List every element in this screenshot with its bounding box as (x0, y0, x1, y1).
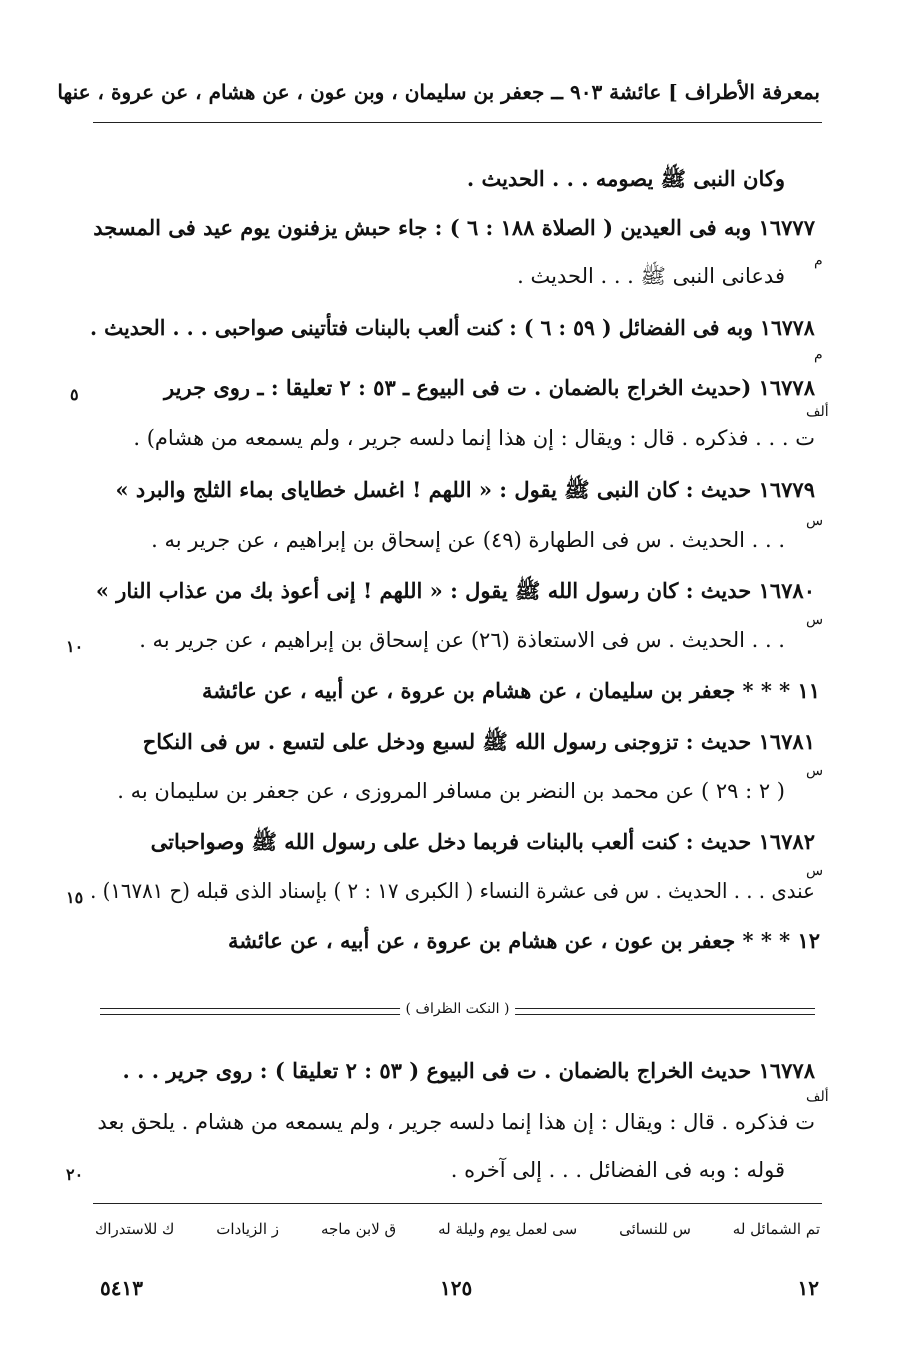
text-line-9: ١٦٧٨٠ حديث : كان رسول الله ﷺ يقول : « اللهم ! إنى أعوذ بك من عذاب النار » (95, 578, 815, 603)
margin-siglum: س (806, 612, 824, 628)
sigla-key (95, 1222, 820, 1237)
page-number-left: ٥٤١٣ (100, 1276, 143, 1300)
margin-siglum: س (806, 863, 824, 879)
notes-separator (100, 1001, 815, 1019)
sigla-key-item: س للنسائى (619, 1220, 691, 1238)
page-number-center: ١٢٥ (440, 1276, 473, 1300)
separator-label: ( النكت الظراف ) (400, 1001, 516, 1017)
text-line-1: وكان النبى ﷺ يصومه . . . الحديث . (466, 166, 785, 191)
text-line-12: ١٦٧٨١ حديث : تزوجنى رسول الله ﷺ لسبع ودخل على لتسع . س فى النكاح (142, 729, 815, 754)
text-line-13: ( ٢ : ٢٩ ) عن محمد بن النضر بن مسافر المروزى ، عن جعفر بن سليمان به . (117, 779, 785, 803)
text-line-7: ١٦٧٧٩ حديث : كان النبى ﷺ يقول : « اللهم ! اغسل خطاياى بماء الثلج والبرد » (115, 477, 815, 502)
note-line-2: ت فذكره . قال : ويقال : إن هذا إنما دلسه جرير ، ولم يسمعه من هشام . يلحق بعد (97, 1110, 815, 1134)
section-heading-11: ١١ * * * جعفر بن سليمان ، عن هشام بن عروة ، عن أبيه ، عن عائشة (201, 678, 820, 703)
sigla-key-item: تم الشمائل له (732, 1220, 820, 1238)
sigla-key-item: ك للاستدراك (95, 1220, 175, 1238)
line-count-15: ١٥ (66, 888, 84, 907)
running-header: بمعرفة الأطراف ] عائشة ٩٠٣ ــ جعفر بن سليمان ، وبن عون ، عن هشام ، عن عروة ، عنها (57, 80, 820, 104)
text-line-14: ١٦٧٨٢ حديث : كنت ألعب بالبنات فربما دخل على رسول الله ﷺ وصواحباتى (150, 829, 815, 854)
sigla-key-item: سى لعمل يوم وليلة له (438, 1220, 578, 1238)
text-line-6: ت . . . فذكره . قال : ويقال : إن هذا إنما دلسه جرير ، ولم يسمعه من هشام) . (133, 426, 815, 450)
margin-siglum: س (806, 513, 824, 529)
note-line-1: ١٦٧٧٨ حديث الخراج بالضمان . ت فى البيوع ( ٥٣ : ٢ تعليقا ) : روى جرير . . . (122, 1058, 815, 1083)
section-heading-12: ١٢ * * * جعفر بن عون ، عن هشام بن عروة ، عن أبيه ، عن عائشة (228, 928, 820, 953)
footer-rule (93, 1203, 822, 1204)
text-line-15: عندى . . . الحديث . س فى عشرة النساء ( الكبرى ١٧ : ٢ ) بإسناد الذى قبله (ح ١٦٧٨١) . (90, 879, 815, 903)
text-line-3: فدعانى النبى ﷺ . . . الحديث . (517, 264, 785, 288)
margin-siglum: ألف (806, 1089, 829, 1105)
margin-siglum: س (806, 763, 824, 779)
page-number-right: ١٢ (797, 1276, 819, 1300)
header-rule (93, 122, 822, 123)
line-count-5: ٥ (70, 385, 79, 404)
text-line-2: ١٦٧٧٧ وبه فى العيدين ( الصلاة ١٨٨ : ٦ ) : جاء حبش يزفنون يوم عيد فى المسجد (93, 215, 815, 240)
text-line-5: ١٦٧٧٨ (حديث الخراج بالضمان . ت فى البيوع ـ ٥٣ : ٢ تعليقا : ـ روى جرير (164, 375, 815, 400)
sigla-key-item: ز الزيادات (216, 1220, 280, 1238)
text-line-10: . . . الحديث . س فى الاستعاذة (٢٦) عن إسحاق بن إبراهيم ، عن جرير به . (139, 628, 785, 652)
text-line-8: . . . الحديث . س فى الطهارة (٤٩) عن إسحاق بن إبراهيم ، عن جرير به . (151, 528, 785, 552)
line-count-20: ٢٠ (66, 1165, 84, 1184)
margin-siglum: م (814, 347, 823, 363)
text-line-4: ١٦٧٧٨ وبه فى الفضائل ( ٥٩ : ٦ ) : كنت ألعب بالبنات فتأتينى صواحبى . . . الحديث . (90, 315, 815, 340)
sigla-key-item: ق لابن ماجه (320, 1220, 397, 1238)
margin-siglum: ألف (806, 404, 829, 420)
line-count-10: ١٠ (66, 637, 84, 656)
margin-siglum: م (814, 253, 823, 269)
note-line-3: قوله : وبه فى الفضائل . . . إلى آخره . (450, 1158, 785, 1182)
